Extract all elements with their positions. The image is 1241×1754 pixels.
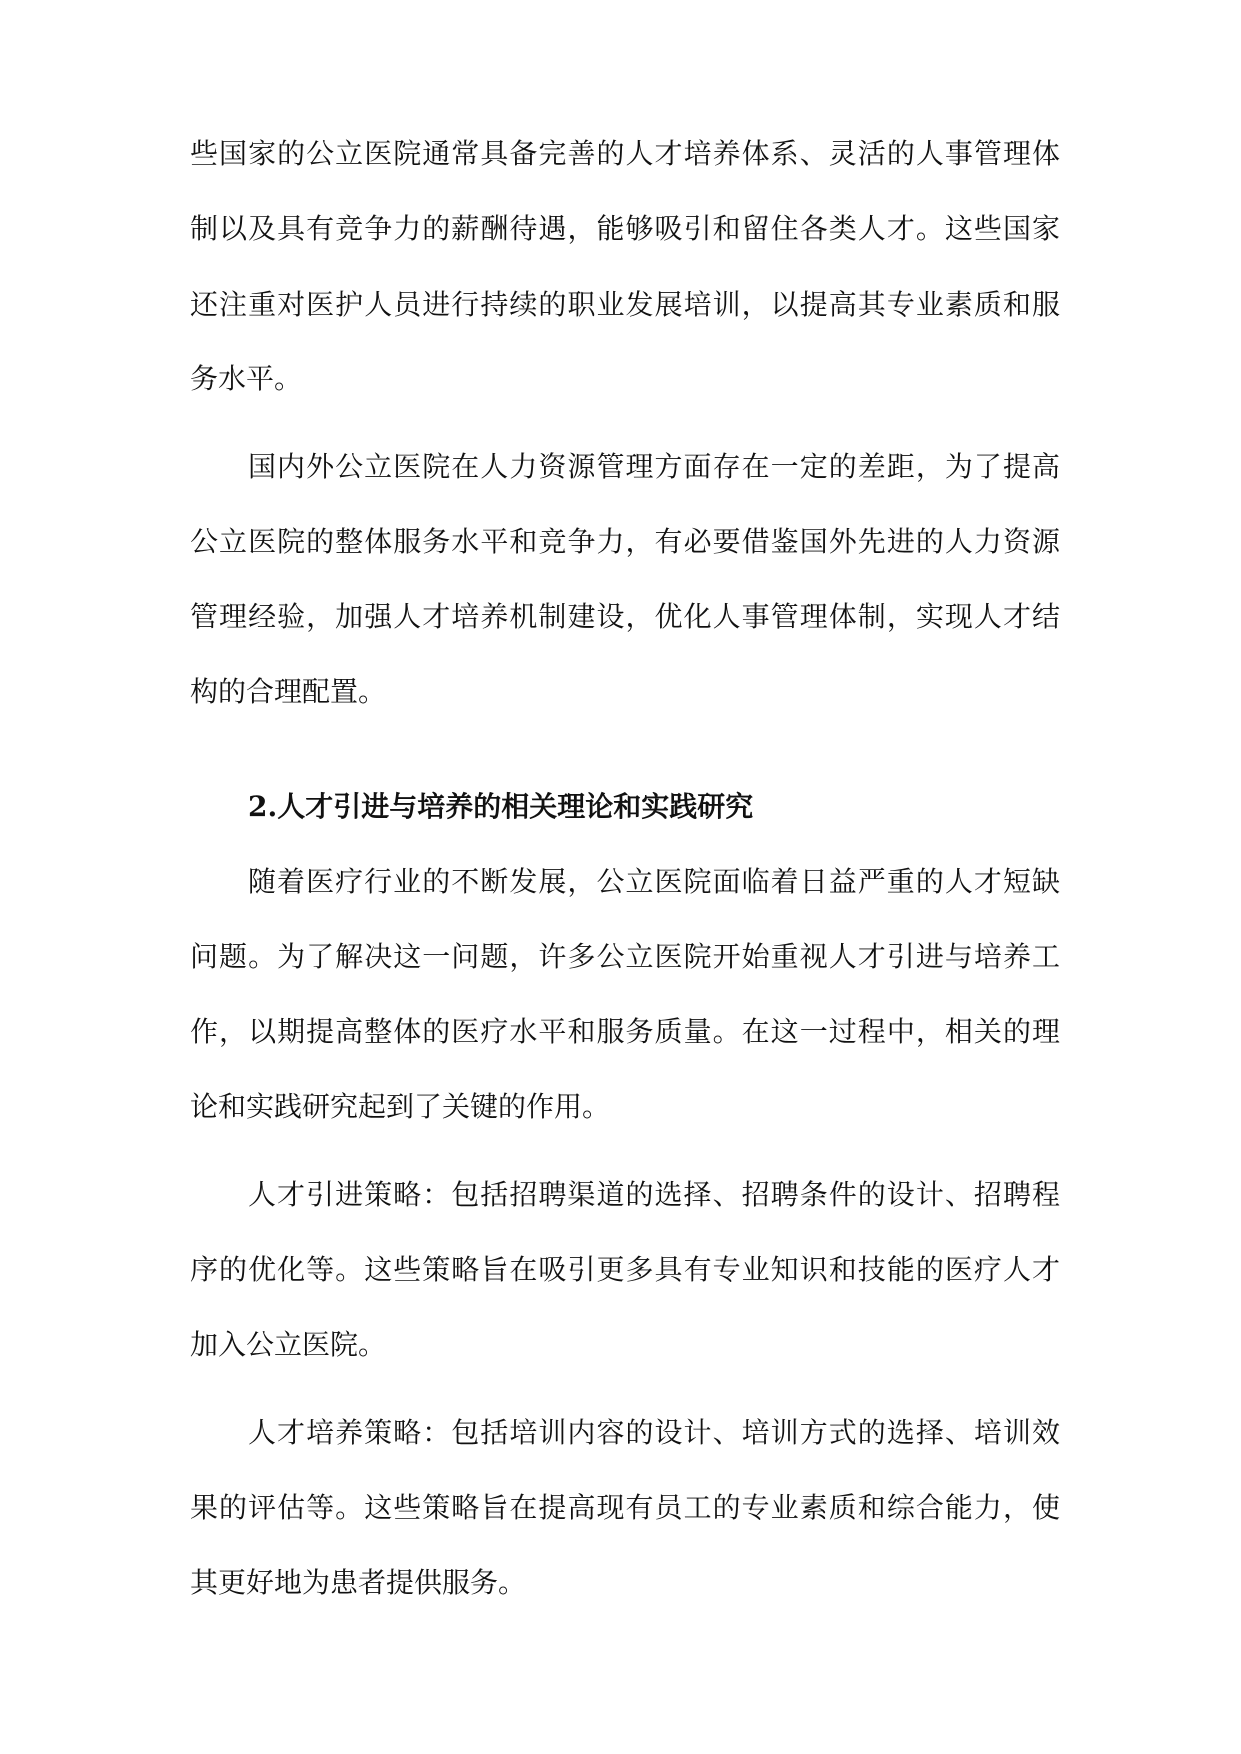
paragraph-line: 制以及具有竞争力的薪酬待遇，能够吸引和留住各类人才。这些国家 — [190, 212, 1060, 245]
paragraph-line: 构的合理配置。 — [190, 675, 387, 708]
paragraph-line: 序的优化等。这些策略旨在吸引更多具有专业知识和技能的医疗人才 — [190, 1253, 1060, 1286]
paragraph-line: 务水平。 — [190, 362, 303, 395]
paragraph-line: 人才培养策略：包括培训内容的设计、培训方式的选择、培训效 — [248, 1416, 1060, 1449]
paragraph-line: 还注重对医护人员进行持续的职业发展培训，以提高其专业素质和服 — [190, 288, 1060, 321]
paragraph-line: 论和实践研究起到了关键的作用。 — [190, 1090, 611, 1123]
paragraph-line: 果的评估等。这些策略旨在提高现有员工的专业素质和综合能力，使 — [190, 1491, 1060, 1524]
section-heading: 2.人才引进与培养的相关理论和实践研究 — [248, 790, 754, 823]
paragraph-line: 作，以期提高整体的医疗水平和服务质量。在这一过程中，相关的理 — [190, 1015, 1060, 1048]
paragraph-line: 国内外公立医院在人力资源管理方面存在一定的差距，为了提高 — [248, 450, 1060, 483]
paragraph-line: 些国家的公立医院通常具备完善的人才培养体系、灵活的人事管理体 — [190, 137, 1060, 170]
paragraph-line: 其更好地为患者提供服务。 — [190, 1566, 527, 1599]
paragraph-line: 公立医院的整体服务水平和竞争力，有必要借鉴国外先进的人力资源 — [190, 525, 1060, 558]
paragraph-line: 管理经验，加强人才培养机制建设，优化人事管理体制，实现人才结 — [190, 600, 1060, 633]
paragraph-line: 加入公立医院。 — [190, 1328, 387, 1361]
paragraph-line: 问题。为了解决这一问题，许多公立医院开始重视人才引进与培养工 — [190, 940, 1060, 973]
paragraph-line: 人才引进策略：包括招聘渠道的选择、招聘条件的设计、招聘程 — [248, 1178, 1060, 1211]
paragraph-line: 随着医疗行业的不断发展，公立医院面临着日益严重的人才短缺 — [248, 865, 1060, 898]
